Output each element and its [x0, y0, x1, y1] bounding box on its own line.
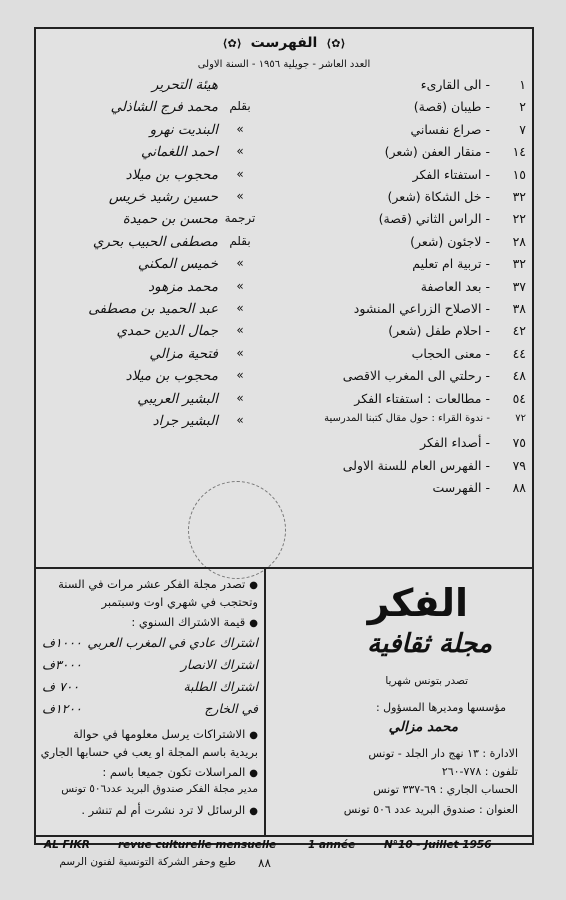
toc-author: البشير جراد — [152, 413, 218, 429]
admin-address: الادارة : ١٣ نهج دار الجلد - تونس — [368, 747, 518, 760]
toc-author: حسين رشيد خريس — [108, 189, 218, 205]
toc-title: - الاصلاح الزراعي المنشود — [353, 301, 490, 316]
founder-name: محمد مزالي — [388, 719, 458, 735]
info-line: ● تصدر مجلة الفكر عشر مرات في السنة — [42, 577, 258, 591]
toc-row — [44, 122, 526, 144]
price-row — [42, 701, 258, 716]
price-label: اشتراك الانصار — [180, 657, 258, 672]
toc-author: البشير العريبي — [137, 390, 218, 407]
toc-title: - احلام طفل (شعر) — [388, 323, 490, 339]
phone: تلفون : ٧٧٨-٢٦٠ — [441, 765, 518, 778]
toc-page-number: ٤٤ — [512, 345, 526, 361]
toc-author: فتحية مزالي — [149, 345, 218, 362]
price-row — [42, 657, 258, 672]
ornament-left-icon: ⟨✿⟩ — [222, 37, 242, 50]
printer-credit: طبع وحفر الشركة التونسية لفنون الرسم — [59, 856, 236, 868]
toc-page-number: ٣٨ — [512, 301, 526, 316]
toc-page-number: ٣٢ — [512, 256, 526, 272]
toc-author: احمد اللغماني — [140, 144, 218, 161]
toc-page-number: ٥٤ — [512, 390, 526, 406]
toc-title: - استفتاء الفكر — [412, 166, 490, 182]
footer-year: 1 année — [308, 839, 356, 851]
info-line: ● قيمة الاشتراك السنوي : — [42, 615, 258, 629]
toc-credit: » — [236, 390, 244, 405]
toc-row — [44, 368, 526, 390]
footer-name: AL FIKR — [44, 839, 90, 851]
toc-page-number: ٧٢ — [515, 413, 526, 424]
toc-page-number: ٣٢ — [512, 189, 526, 204]
price-row — [42, 635, 258, 650]
toc-credit: » — [236, 301, 244, 315]
toc-page-number: ٣٧ — [512, 278, 526, 294]
toc-row — [44, 346, 526, 368]
info-line: ● الاشتراكات يرسل معلومها في حوالة — [42, 727, 258, 741]
toc-title: - خل الشكاة (شعر) — [387, 189, 490, 204]
toc-page-number: ١٥ — [512, 166, 526, 182]
toc-credit: » — [236, 189, 244, 203]
toc-title: - معنى الحجاب — [411, 345, 490, 361]
price-value: ١٠٠٠ف — [42, 635, 82, 650]
toc-title: - لاجئون (شعر) — [410, 233, 490, 249]
toc-title: - الراس الثاني (قصة) — [378, 211, 490, 227]
toc-credit: » — [236, 413, 244, 427]
price-value: ٣٠٠٠ف — [42, 657, 82, 672]
toc-author: محجوب بن ميلاد — [125, 368, 218, 385]
toc-author: البنديت نهرو — [149, 121, 218, 138]
toc-title: - أصداء الفكر — [420, 435, 490, 451]
info-line: بريدية باسم المجلة او يعب في حسابها الجاري — [40, 745, 258, 759]
toc-page-number: ٢٨ — [512, 233, 526, 249]
toc-credit: » — [236, 166, 244, 181]
toc-page-number: ١٤ — [512, 144, 526, 160]
toc-title: - منقار العفن (شعر) — [384, 144, 490, 160]
toc-page-number: ٤٢ — [512, 323, 526, 339]
toc-page-number: ٧٩ — [512, 457, 526, 473]
toc-page-number: ٤٨ — [512, 368, 526, 384]
page-number: ٨٨ — [258, 856, 271, 870]
toc-row — [44, 234, 526, 256]
toc-row — [44, 413, 526, 435]
toc-row — [44, 391, 526, 413]
toc-author: هيئة التحرير — [151, 77, 218, 93]
price-value: ١٢٠٠ف — [42, 701, 82, 716]
price-label: اشتراك عادي في المغرب العربي — [87, 635, 258, 650]
footer-issue: N°10 - Juillet 1956 — [384, 839, 492, 851]
toc-row — [44, 77, 526, 99]
info-line: ● المراسلات تكون جميعا باسم : — [42, 765, 258, 779]
toc-row — [44, 480, 526, 502]
toc-row — [44, 458, 526, 480]
toc-author: جمال الدين حمدي — [116, 323, 218, 340]
issue-subtitle: العدد العاشر - جويلية ١٩٥٦ - السنة الاولى — [197, 59, 371, 70]
toc-author: محسن بن حميدة — [122, 211, 218, 228]
toc-author: محمد فرج الشاذلي — [110, 99, 218, 116]
current-account: الحساب الجاري : ٦٩-٣٣٧ تونس — [373, 783, 518, 796]
toc-page-number: ٧٥ — [512, 435, 526, 451]
toc-credit: » — [236, 121, 244, 136]
price-row — [42, 679, 258, 694]
postal-address: العنوان : صندوق البريد عدد ٥٠٦ تونس — [343, 803, 518, 816]
toc-row — [44, 323, 526, 345]
info-line: وتحتجب في شهري اوت وسبتمبر — [101, 595, 258, 609]
toc-title: - ندوة القراء : حول مقال كتبنا المدرسية — [324, 413, 490, 424]
toc-row — [44, 256, 526, 278]
toc-credit: بقلم — [229, 99, 251, 114]
toc-title: - مطالعات : استفتاء الفكر — [354, 390, 490, 406]
toc-title: - صراع نفساني — [410, 121, 490, 137]
toc-credit: » — [236, 368, 244, 383]
toc-author: عبد الحميد بن مصطفى — [88, 301, 218, 317]
toc-title: - طيبان (قصة) — [413, 99, 490, 115]
footer-desc: revue culturelle mensuelle — [118, 839, 277, 851]
index-header — [36, 35, 532, 51]
toc-title: - الى القارىء — [420, 77, 490, 92]
price-label: في الخارج — [204, 701, 258, 716]
toc-author: محمد مزهود — [148, 278, 218, 295]
index-title: الفهرست — [250, 35, 318, 51]
ornament-right-icon: ⟨✿⟩ — [326, 37, 346, 50]
magazine-subtitle: مجلة ثقافية — [367, 629, 492, 659]
divider — [36, 567, 532, 569]
price-label: اشتراك الطلبة — [183, 679, 258, 694]
column-divider — [264, 569, 266, 835]
toc-credit: » — [236, 278, 244, 293]
toc-row — [44, 211, 526, 233]
toc-title: - تربية ام تعليم — [412, 256, 490, 272]
stamp-circle — [188, 481, 286, 579]
founders-label: مؤسسها ومديرها المسؤول : — [375, 701, 506, 714]
toc-row — [44, 279, 526, 301]
toc-credit: » — [236, 323, 244, 338]
toc-page-number: ١ — [519, 77, 526, 92]
toc-author: خميس المكني — [137, 256, 218, 273]
tagline: تصدر بتونس شهريا — [385, 675, 468, 687]
info-line: مدير مجلة الفكر صندوق البريد عدد٥٠٦ تونس — [61, 783, 258, 795]
toc-page-number: ٢٢ — [512, 211, 526, 227]
toc-title: - رحلتي الى المغرب الاقصى — [342, 368, 490, 384]
toc-author: محجوب بن ميلاد — [125, 166, 218, 183]
toc-page-number: ٧ — [519, 121, 526, 137]
toc-row — [44, 167, 526, 189]
toc-row — [44, 144, 526, 166]
masthead-footer — [36, 835, 532, 849]
toc-title: - الفهرست — [432, 480, 490, 496]
toc-author: مصطفى الحبيب بحري — [92, 233, 218, 250]
magazine-logo: الفكر — [367, 581, 468, 625]
info-line: ● الرسائل لا ترد نشرت أم لم تنشر . — [42, 803, 258, 817]
price-value: ٧٠٠ ف — [42, 679, 80, 694]
toc-row — [44, 435, 526, 457]
toc-page-number: ٨٨ — [512, 480, 526, 496]
toc-credit: ترجمة — [224, 211, 256, 226]
toc-row — [44, 301, 526, 323]
page-frame — [34, 27, 534, 851]
toc-credit: » — [236, 345, 244, 360]
toc-row — [44, 99, 526, 121]
toc-title: - بعد العاصفة — [420, 278, 490, 294]
toc-credit: » — [236, 256, 244, 271]
toc-row — [44, 189, 526, 211]
toc-credit: بقلم — [229, 233, 251, 248]
toc-page-number: ٢ — [519, 99, 526, 115]
toc-title: - الفهرس العام للسنة الاولى — [342, 457, 490, 473]
toc-credit: » — [236, 144, 244, 159]
